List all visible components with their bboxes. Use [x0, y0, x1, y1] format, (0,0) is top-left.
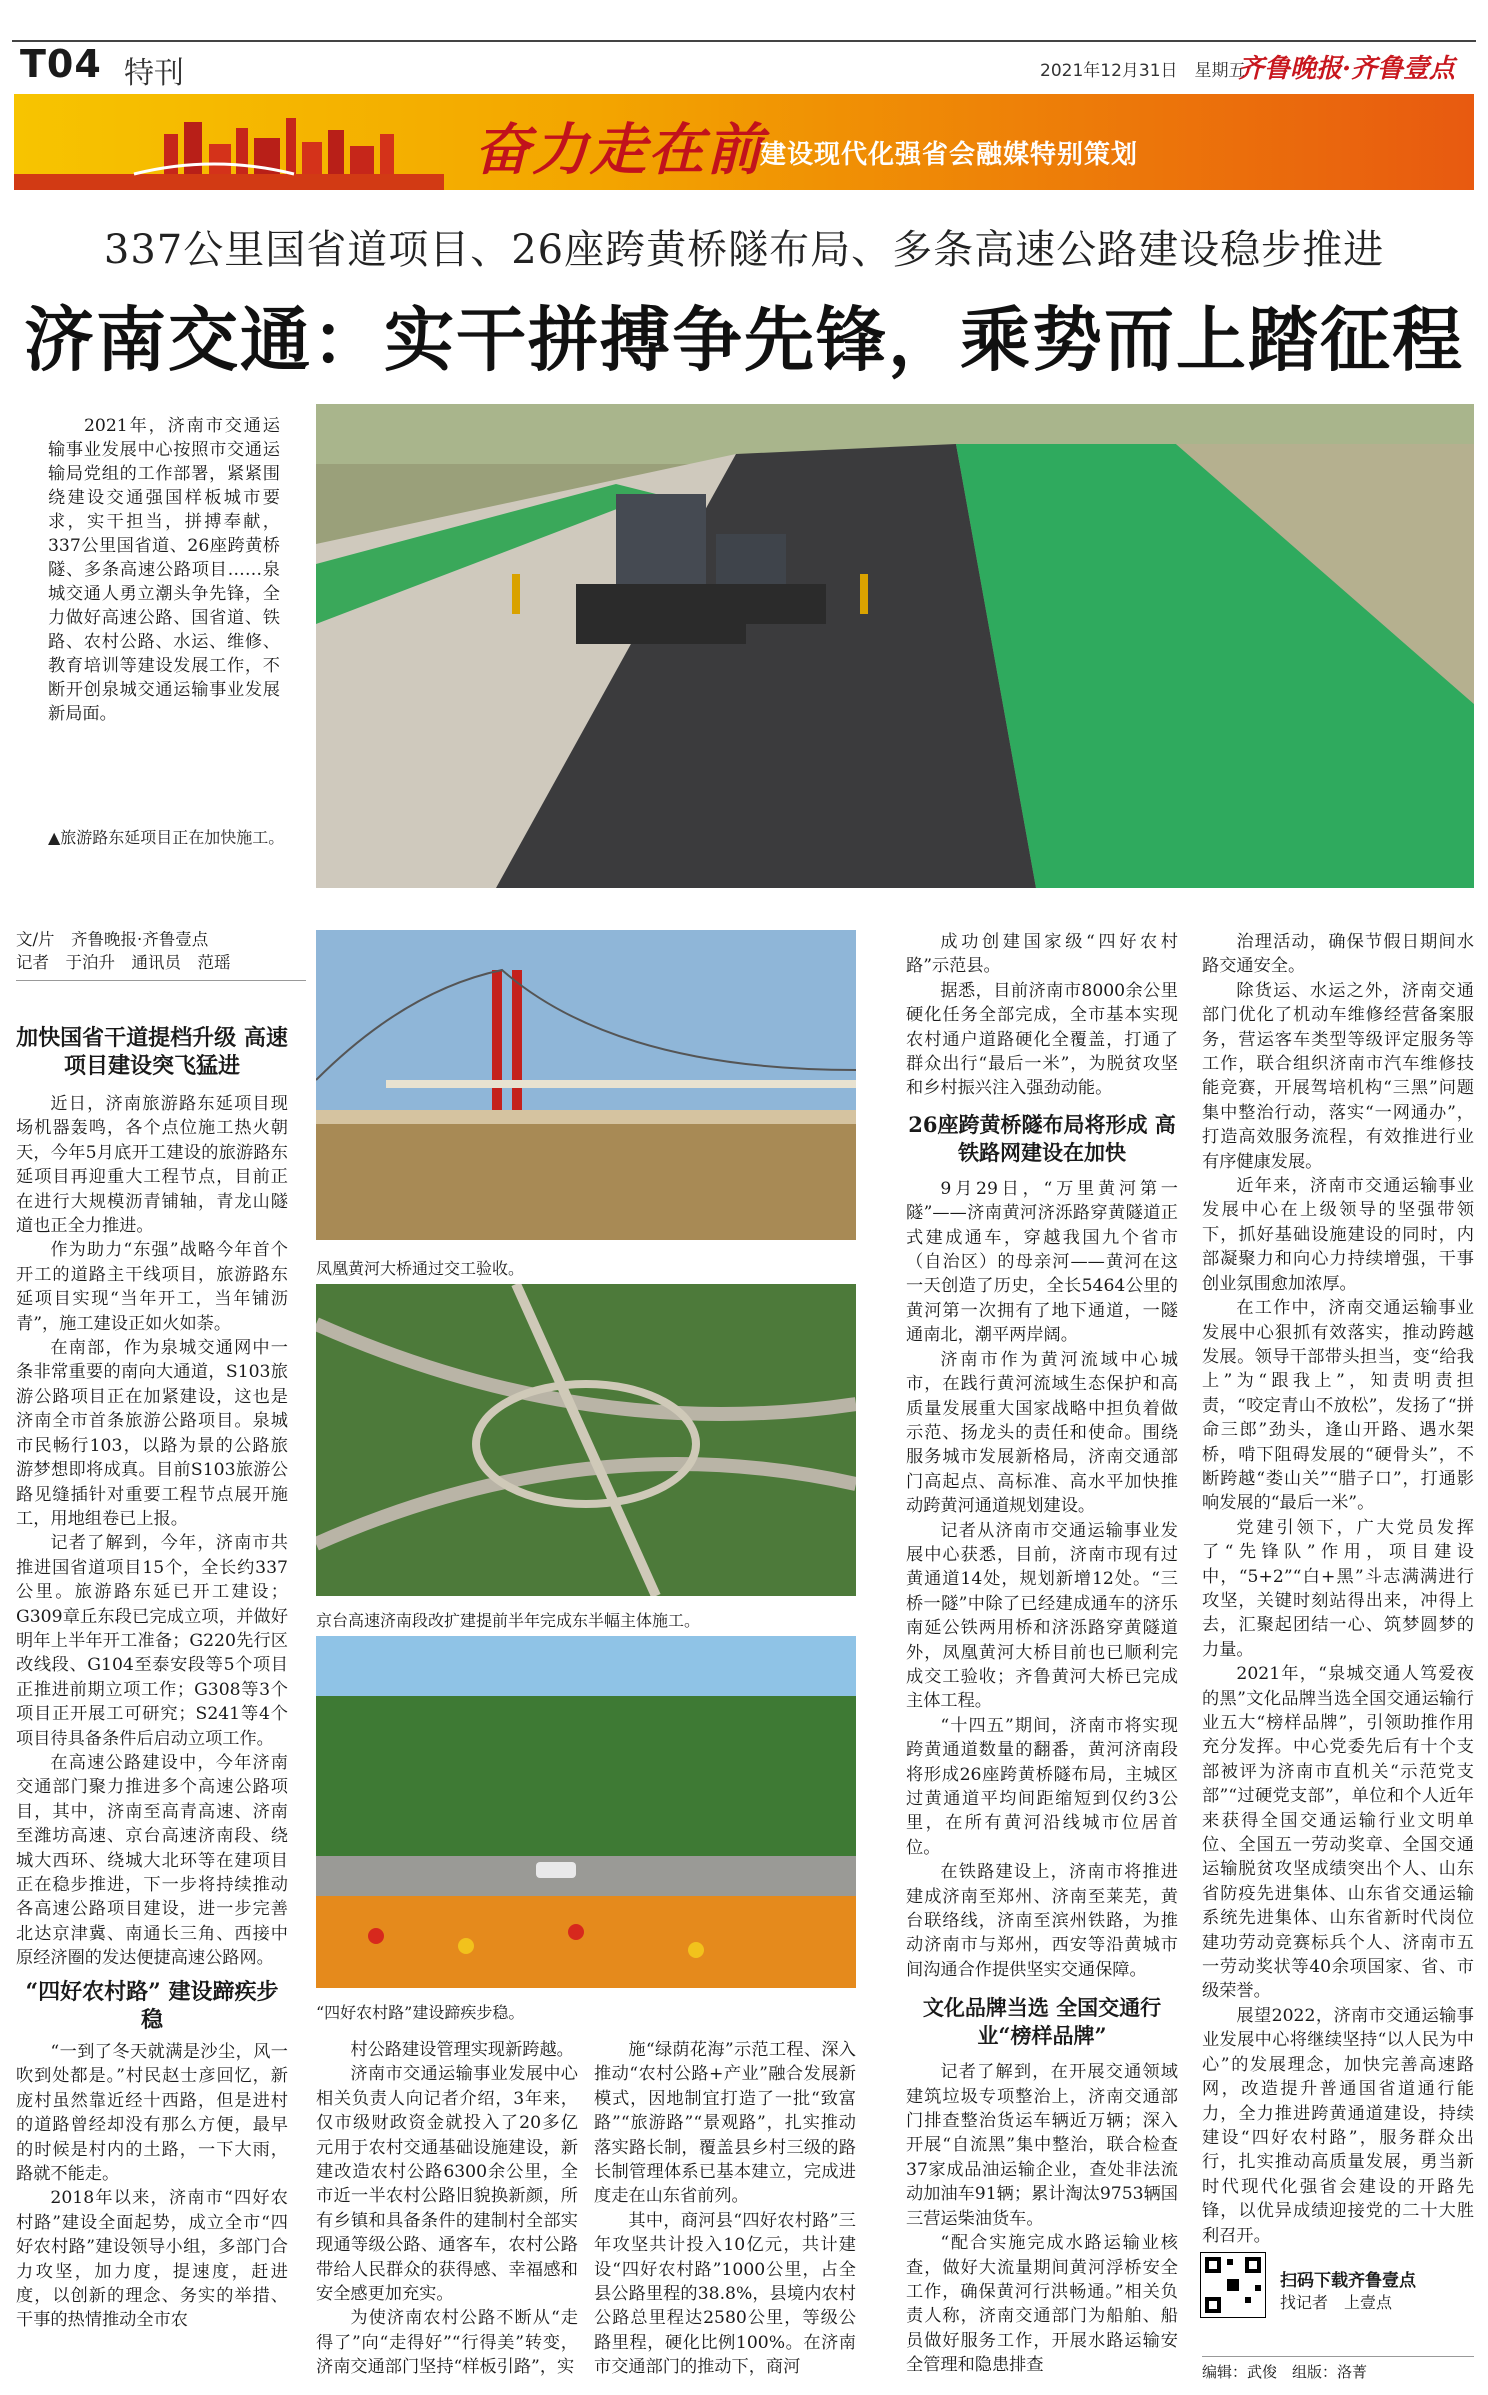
- rural-road-caption: “四好农村路”建设蹄疾步稳。: [316, 2003, 525, 2022]
- article-subhead: 337公里国省道项目、26座跨黄桥隧布局、多条高速公路建设稳步推进: [103, 227, 1385, 273]
- banner-subtitle: 建设现代化强省会融媒特别策划: [760, 140, 1139, 170]
- paragraph: 为使济南农村公路不断从“走得了”向“走得好”“行得美”转变，济南交通部门坚持“样板引路”，实: [316, 2308, 578, 2378]
- special-banner: [14, 94, 1474, 190]
- qr-code[interactable]: [1200, 2252, 1266, 2318]
- paragraph: “一到了冬天就满是沙尘，风一吹到处都是。”村民赵士彦回忆，新庞村虽然靠近经十西路，但是进村的道路曾经却没有那么方便，最早的时候是村内的土路，一下大雨，路就不能走。: [16, 2042, 288, 2185]
- top-rule: [12, 40, 1476, 48]
- paragraph: 党建引领下，广大党员发挥了“先锋队”作用，项目建设中，“5+2”“白+黑”斗志满满进行攻坚，关键时刻站得出来，冲得上去，汇聚起团结一心、筑梦圆梦的力量。: [1202, 1517, 1474, 1660]
- paragraph: 在工作中，济南交通运输事业发展中心狠抓有效落实，推动跨越发展。领导干部带头担当，变“给我上”为“跟我上”，知责明责担责，“咬定青山不放松”，发扬了“拼命三郎”劲头，逢山开路、遇水架桥，啃下阻碍发展的“硬骨头”，不断跨越“娄山关”“腊子口”，打通影响发展的“最后一米”。: [1202, 1298, 1474, 1514]
- article-lead: 2021年，济南市交通运输事业发展中心按照市交通运输局党组的工作部署，紧紧围绕建设交通强国样板城市要求，实干担当，拼搏奉献，337公里国省道、26座跨黄桥隧、多条高速公路项目……泉城交通人勇立潮头争先锋，全力做好高速公路、国省道、铁路、农村公路、水运、维修、教育培训等建设发展工作，不断开创泉城交通运输事业发展新局面。: [48, 416, 280, 724]
- paragraph: 据悉，目前济南市8000余公里硬化任务全部完成，全市基本实现农村通户道路硬化全覆盖，打通了群众出行“最后一米”，为脱贫攻坚和乡村振兴注入强劲动能。: [906, 980, 1178, 1099]
- paragraph: 在铁路建设上，济南市将推进建成济南至郑州、济南至莱芜，黄台联络线，济南至滨州铁路，为推动济南市与郑州，西安等沿黄城市间沟通合作提供坚实交通保障。: [906, 1862, 1178, 1980]
- column-3: [906, 930, 1178, 2378]
- column-2-lower-right: [594, 2038, 856, 2380]
- bridge-caption: 凤凰黄河大桥通过交工验收。: [316, 1259, 525, 1278]
- section-name: 特刊: [124, 56, 184, 91]
- paragraph: 展望2022，济南市交通运输事业发展中心将继续坚持“以人民为中心”的发展理念，加快完善高速路网，改造提升普通国省道通行能力，全力推进跨黄通道建设，持续建设“四好农村路”，服务群众出行，扎实推动高质量发展，勇当新时代现代化强省会建设的开路先锋，以优异成绩迎接党的二十大胜利召开。: [1202, 2005, 1474, 2246]
- column-2-lower-left: [316, 2038, 578, 2380]
- paragraph: 济南市作为黄河流域中心城市，在践行黄河流域生态保护和高质量发展重大国家战略中担负着做示范、扬龙头的责任和使命。围绕服务城市发展新格局，济南交通部门高起点、高标准、高水平加快推动跨黄河通道规划建设。: [906, 1349, 1178, 1517]
- city-skyline-illustration: [14, 94, 444, 190]
- paragraph: 近年来，济南市交通运输事业发展中心在上级领导的坚强带领下，抓好基础设施建设的同时，内部凝聚力和向心力持续增强，干事创业氛围愈加浓厚。: [1202, 1176, 1474, 1294]
- newspaper-brand: 齐鲁晚报·齐鲁壹点: [1238, 54, 1456, 84]
- paragraph: 济南市交通运输事业发展中心相关负责人向记者介绍，3年来，仅市级财政资金就投入了20多亿元用于农村交通基础设施建设，新建改造农村公路6300余公里，全市近一半农村公路旧貌换新颜，所有乡镇和具备条件的建制村全部实现通等级公路、通客车，农村公路带给人民群众的获得感、幸福感和安全感更加充实。: [316, 2064, 578, 2305]
- column-4: [1202, 930, 1474, 2248]
- qr-label: 扫码下载齐鲁壹点: [1280, 2271, 1416, 2291]
- paragraph: 除货运、水运之外，济南交通部门优化了机动车维修经营备案服务，营运客车类型等级评定服务等工作，联合组织济南市汽车维修技能竞赛，开展驾培机构“三黑”问题集中整治行动，落实“一网通办”，打造高效服务流程，有效推进行业有序健康发展。: [1202, 980, 1474, 1172]
- section-heading-trunk-roads: 加快国省干道提档升级 高速项目建设突飞猛进: [16, 1025, 288, 1079]
- byline: [16, 928, 306, 981]
- paragraph: “配合实施完成水路运输业核查，做好大流量期间黄河浮桥安全工作，确保黄河行洪畅通。”相关负责人称，济南交通部门为船舶、船员做好服务工作，开展水路运输安全管理和隐患排查: [906, 2233, 1178, 2376]
- main-photo-caption: ▲旅游路东延项目正在加快施工。: [48, 828, 285, 847]
- paragraph: “十四五”期间，济南市将实现跨黄通道数量的翻番，黄河济南段将形成26座跨黄桥隧布局，主城区过黄通道平均间距缩短到仅约3公里，在所有黄河沿线城市位居首位。: [906, 1715, 1178, 1858]
- rural-road-photo: [316, 1636, 856, 1988]
- interchange-photo: [316, 1284, 856, 1596]
- article-headline: 济南交通：实干拼搏争先锋，乘势而上踏征程: [24, 298, 1464, 381]
- paragraph: 施“绿荫花海”示范工程、深入推动“农村公路+产业”融合发展新模式，因地制宜打造了一批“致富路”“旅游路”“景观路”，扎实推动落实路长制，覆盖县乡村三级的路长制管理体系已基本建立，完成进度走在山东省前列。: [594, 2040, 856, 2207]
- phoenix-bridge-photo: [316, 930, 856, 1240]
- interchange-caption: 京台高速济南段改扩建提前半年完成东半幅主体施工。: [316, 1611, 701, 1630]
- issue-date: 2021年12月31日 星期五: [1040, 61, 1246, 81]
- section-heading-culture-brand: 文化品牌当选 全国交通行业“榜样品牌”: [922, 1995, 1162, 2049]
- section-heading-yellow-river: 26座跨黄桥隧布局将形成 高铁路网建设在加快: [908, 1111, 1176, 1165]
- column-1: [16, 1092, 288, 1971]
- paragraph: 治理活动，确保节假日期间水路交通安全。: [1202, 932, 1474, 977]
- paragraph: 记者了解到，在开展交通领域建筑垃圾专项整治上，济南交通部门排查整治货运车辆近万辆；深入开展“自流黑”集中整治，联合检查37家成品油运输企业，查处非法流动加油车91辆；累计淘汰9753辆国三营运柴油货车。: [906, 2062, 1178, 2229]
- page-number: T04: [20, 42, 102, 86]
- paragraph: 其中，商河县“四好农村路”三年攻坚共计投入10亿元，共计建设“四好农村路”1000公里，占全县公路里程的38.8%，县境内农村公路总里程达2580公里，等级公路里程，硬化比例100%。在济南市交通部门的推动下，商河: [594, 2210, 856, 2378]
- paragraph: 2021年，“泉城交通人笃爱夜的黑”文化品牌当选全国交通运输行业五大“榜样品牌”，引领助推作用充分发挥。中心党委先后有十个支部被评为济南市直机关“示范党支部”“过硬党支部”，单位和个人近年来获得全国交通运输行业文明单位、全国五一劳动奖章、全国交通运输脱贫攻坚成绩突出个人、山东省防疫先进集体、山东省交通运输系统先进集体、山东省新时代岗位建功劳动竞赛标兵个人、济南市五一劳动奖状等40余项国家、省、市级荣誉。: [1202, 1664, 1474, 2002]
- paragraph: 在南部，作为泉城交通网中一条非常重要的南向大通道，S103旅游公路项目正在加紧建设，这也是济南全市首条旅游公路项目。泉城市民畅行103，以路为景的公路旅游梦想即将成真。目前S103旅游公路见缝插针对重要工程节点展开施工，用地组卷已上报。: [16, 1338, 288, 1529]
- section-heading-rural-roads: “四好农村路” 建设蹄疾步稳: [25, 1979, 279, 2033]
- paragraph: 2018年以来，济南市“四好农村路”建设全面起势，成立全市“四好农村路”建设领导小组，多部门合力攻坚，加力度，提速度，赶进度，以创新的理念、务实的举措、干事的热情推动全市农: [16, 2188, 288, 2331]
- paragraph: 记者从济南市交通运输事业发展中心获悉，目前，济南市现有过黄通道14处，规划新增12处。“三桥一隧”中除了已经建成通车的济乐南延公铁两用桥和济泺路穿黄隧道外，凤凰黄河大桥目前也已顺利完成交工验收；齐鲁黄河大桥已完成主体工程。: [906, 1520, 1178, 1712]
- paragraph: 村公路建设管理实现新跨越。: [350, 2040, 574, 2060]
- paragraph: 9月29日，“万里黄河第一隧”——济南黄河济泺路穿黄隧道正式建成通车，穿越我国九个省市（自治区）的母亲河——黄河在这一天创造了历史，全长5464公里的黄河第一次拥有了地下通道，一隧通南北，潮平两岸阔。: [906, 1178, 1178, 1346]
- editor-credit: 编辑：武俊 组版：洛菁: [1202, 2356, 1474, 2382]
- byline-reporter: 记者 于泊升 通讯员 范瑶: [16, 953, 231, 972]
- paragraph: 近日，济南旅游路东延项目现场机器轰鸣，各个点位施工热火朝天，今年5月底开工建设的旅游路东延项目再迎重大工程节点，目前正在进行大规模沥青铺轴，青龙山隧道也正全力推进。: [16, 1094, 288, 1237]
- paragraph: 记者了解到，今年，济南市共推进国省道项目15个，全长约337公里。旅游路东延已开工建设；G309章丘东段已完成立项，并做好明年上半年开工准备；G220先行区改线段、G104至泰安段等5个项目正推进前期立项工作；G308等3个项目正开展工可研究；S241等4个项目待具备条件后启动立项工作。: [16, 1533, 288, 1749]
- byline-author: 文/片 齐鲁晚报·齐鲁壹点: [16, 930, 209, 949]
- paragraph: 在高速公路建设中，今年济南交通部门聚力推进多个高速公路项目，其中，济南至高青高速、济南至潍坊高速、京台高速济南段、绕城大西环、绕城大北环等在建项目正在稳步推进，下一步将持续推动各高速公路项目建设，进一步完善北达京津冀、南通长三角、西接中原经济圈的发达便捷高速公路网。: [16, 1752, 288, 1969]
- highway-paving-photo: [316, 404, 1474, 888]
- paragraph: 作为助力“东强”战略今年首个开工的道路主干线项目，旅游路东延项目实现“当年开工，当年铺沥青”，施工建设正如火如荼。: [16, 1240, 288, 1334]
- paragraph: 成功创建国家级“四好农村路”示范县。: [906, 932, 1178, 977]
- qr-reporter-text: 找记者 上壹点: [1280, 2293, 1393, 2312]
- banner-slogan: 奋力走在前: [474, 117, 764, 183]
- column-1-continued: [16, 2040, 288, 2333]
